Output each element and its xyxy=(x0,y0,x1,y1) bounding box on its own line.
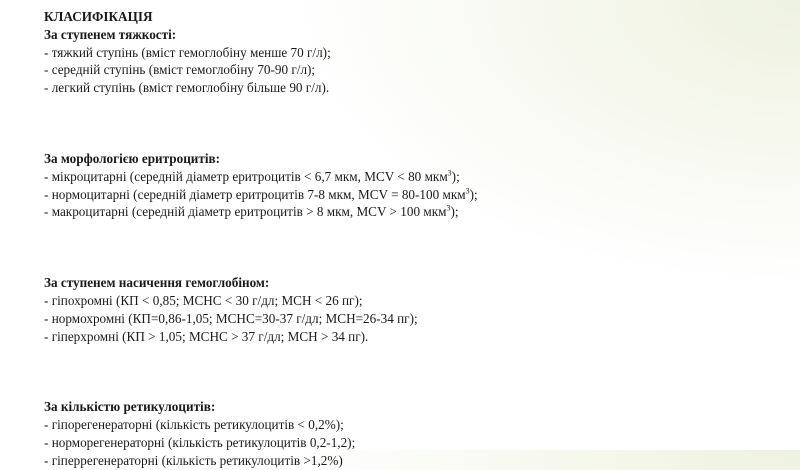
list-item: - норморегенераторні (кількість ретикулоцитів 0,2-1,2); xyxy=(44,434,356,450)
list-item-suffix: ); xyxy=(450,204,459,220)
section-spacer xyxy=(44,345,784,398)
section-saturation xyxy=(44,274,784,345)
list-item xyxy=(44,168,784,186)
section-spacer xyxy=(44,221,784,274)
slide-content xyxy=(44,8,784,470)
list-item: - тяжкий ступінь (вміст гемоглобіну менше 70 г/л); xyxy=(44,44,331,60)
list-item: - гіперхромні (КП > 1,05; MCHC > 37 г/дл; MCH > 34 пг). xyxy=(44,328,369,344)
list-item xyxy=(44,203,784,221)
list-item: - гіперрегенераторні (кількість ретикулоцитів >1,2%) xyxy=(44,452,343,468)
list-item: - гіпохромні (КП < 0,85; MCHC < 30 г/дл; MCH < 26 пг); xyxy=(44,292,363,308)
list-item: - легкий ступінь (вміст гемоглобіну більше 90 г/л). xyxy=(44,80,330,96)
section-heading: За ступенем насичення гемоглобіном: xyxy=(44,275,270,291)
superscript: 3 xyxy=(447,168,452,178)
section-reticulocytes xyxy=(44,398,784,469)
list-item: - нормохромні (КП=0,86-1,05; MCHC=30-37 г/дл; MCH=26-34 пг); xyxy=(44,310,418,326)
section-spacer xyxy=(44,97,784,150)
list-item: - середній ступінь (вміст гемоглобіну 70-90 г/л); xyxy=(44,62,316,78)
section-heading: За морфологією еритроцитів: xyxy=(44,150,221,166)
slide-title: КЛАСИФІКАЦІЯ xyxy=(44,9,153,24)
list-item-suffix: ); xyxy=(451,168,460,184)
list-item: - гіпорегенераторні (кількість ретикулоцитів < 0,2%); xyxy=(44,417,344,433)
section-severity xyxy=(44,26,784,97)
list-item-text: - мікроцитарні (середній діаметр еритроцитів < 6,7 мкм, MCV < 80 мкм xyxy=(44,168,448,184)
list-item-text: - макроцитарні (середній діаметр еритроцитів > 8 мкм, MCV > 100 мкм xyxy=(44,204,447,220)
superscript: 3 xyxy=(446,203,451,213)
list-item-text: - нормоцитарні (середній діаметр еритроцитів 7-8 мкм, MCV = 80-100 мкм xyxy=(44,186,466,202)
list-item xyxy=(44,186,784,204)
section-heading: За ступенем тяжкості: xyxy=(44,26,177,42)
superscript: 3 xyxy=(465,186,470,196)
section-morphology xyxy=(44,150,784,221)
list-item-suffix: ); xyxy=(469,186,478,202)
section-heading: За кількістю ретикулоцитів: xyxy=(44,399,216,415)
